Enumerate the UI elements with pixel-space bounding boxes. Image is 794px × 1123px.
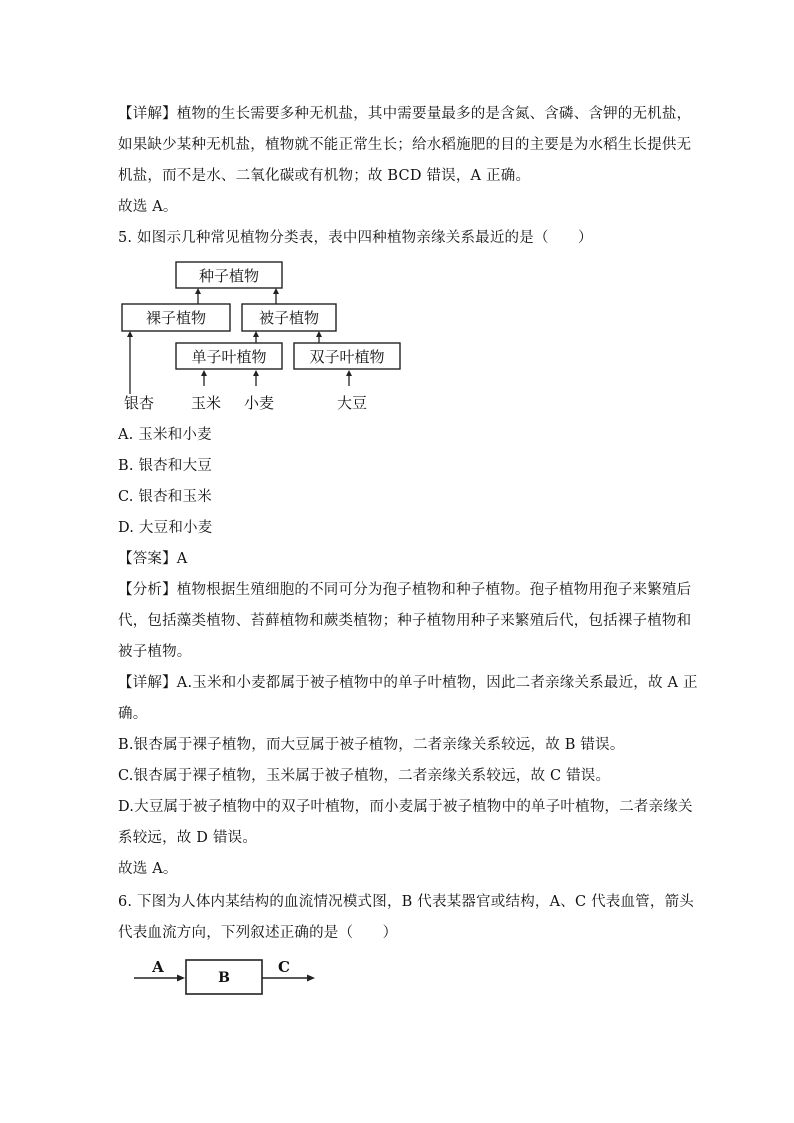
- label-organ-b: B: [218, 970, 230, 986]
- label-ginkgo: 银杏: [123, 394, 155, 412]
- q5-detail-line-6: 系较远，故 D 错误。: [118, 830, 258, 846]
- label-seed-plants: 种子植物: [198, 267, 260, 285]
- q5-detail-line-5: D.大豆属于被子植物中的双子叶植物，而小麦属于被子植物中的单子叶植物，二者亲缘关: [118, 799, 693, 815]
- question-6-stem-line-1: 6. 下图为人体内某结构的血流情况模式图，B 代表某器官或结构，A、C 代表血管，箭头: [118, 894, 694, 910]
- label-gymnosperms: 裸子植物: [145, 309, 207, 327]
- label-corn: 玉米: [190, 394, 222, 412]
- q5-detail-line-1: 【详解】A.玉米和小麦都属于被子植物中的单子叶植物，因此二者亲缘关系最近，故 A 正: [118, 675, 698, 691]
- answer-line: 【答案】A: [118, 551, 188, 567]
- blood-flow-diagram: [130, 955, 330, 1000]
- plant-classification-diagram: [110, 256, 410, 416]
- analysis-line-2: 代，包括藻类植物、苔藓植物和蕨类植物；种子植物用种子来繁殖后代，包括裸子植物和: [118, 613, 692, 629]
- detail-line-3: 机盐，而不是水、二氧化碳或有机物；故 BCD 错误，A 正确。: [118, 168, 531, 184]
- label-vessel-c: C: [278, 958, 290, 976]
- q5-detail-line-3: B.银杏属于裸子植物，而大豆属于被子植物，二者亲缘关系较远，故 B 错误。: [118, 737, 625, 753]
- detail-line-2: 如果缺少某种无机盐，植物就不能正常生长；给水稻施肥的目的主要是为水稻生长提供无: [118, 137, 692, 153]
- option-a: A. 玉米和小麦: [118, 427, 212, 443]
- option-b: B. 银杏和大豆: [118, 458, 212, 474]
- option-d: D. 大豆和小麦: [118, 520, 213, 536]
- label-soybean: 大豆: [336, 394, 368, 412]
- analysis-line-1: 【分析】植物根据生殖细胞的不同可分为孢子植物和种子植物。孢子植物用孢子来繁殖后: [118, 582, 692, 598]
- question-5-stem: 5. 如图示几种常见植物分类表，表中四种植物亲缘关系最近的是（ ）: [118, 230, 593, 246]
- q5-choose-line: 故选 A。: [118, 861, 178, 877]
- question-6-stem-line-2: 代表血流方向，下列叙述正确的是（ ）: [118, 925, 398, 941]
- choose-line: 故选 A。: [118, 199, 178, 215]
- label-vessel-a: A: [152, 958, 164, 976]
- analysis-line-3: 被子植物。: [118, 644, 192, 660]
- detail-line-1: 【详解】植物的生长需要多种无机盐，其中需要量最多的是含氮、含磷、含钾的无机盐，: [118, 106, 692, 122]
- label-angiosperms: 被子植物: [258, 309, 320, 327]
- label-monocots: 单子叶植物: [191, 348, 267, 366]
- q5-detail-line-4: C.银杏属于裸子植物，玉米属于被子植物，二者亲缘关系较远，故 C 错误。: [118, 768, 611, 784]
- label-wheat: 小麦: [243, 394, 275, 412]
- label-dicots: 双子叶植物: [309, 348, 385, 366]
- option-c: C. 银杏和玉米: [118, 489, 212, 505]
- q5-detail-line-2: 确。: [118, 706, 148, 722]
